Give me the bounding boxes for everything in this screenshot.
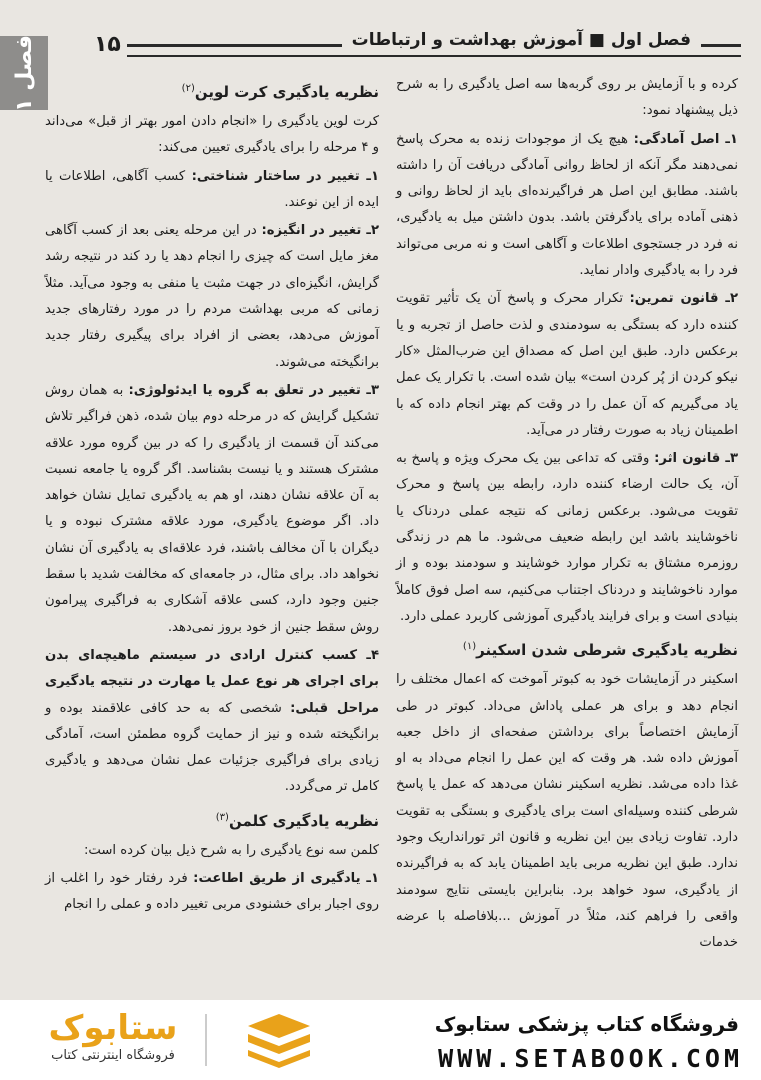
book-stack-icon [244,1010,314,1070]
store-banner [0,1000,761,1080]
chapter-side-tab-label: فصل ۱ [11,34,37,112]
paragraph: اسکینر در آزمایشات خود به کبوتر آموخت که اعمال مختلف را انجام دهد و برای هر عملی پاداش می‌داد. کبوتر در طی آزمایش اختصاصاً برای برداشتن صفحه‌ای از داخل جعبه آموزش داده شد. هر وقت که این عمل را انجام می‌داد به او غذا داده می‌شد. نظریه اسکینر نشان می‌دهد که عمل یا پاسخ شرطی کننده وسیله‌ای است برای یادگیری و بستگی به تقویت دارد. تفاوت زیادی بین این نظریه و قانون اثر تورانداریک وجود ندارد. طبق این نظریه مربی باید اطمینان یابد که به فراگیرنده از یادگیری، سود خواهد برد. بنابراین بایستی نتایج سودمند واقعی را فراهم کند، مثلاً در آموزش ...بلافاصله با عرضه خدمات [396,672,738,951]
logo-brand: ستابوک [48,1008,178,1048]
list-item: ۲ـ تغییر در انگیزه: در این مرحله یعنی بعد از کسب آگاهی مغز مایل است که چیزی را انجام دهد یا رد کند در نتیجه رشد گرایش، انگیزه‌ای در جهت مثبت یا منفی به وجود می‌آید. مثلاً زمانی که مربی بهداشت مردم را در مورد رفتارهای جدید آموزش می‌دهد، بعضی از افراد برای پیگیری رفتار جدید برانگیخته می‌شوند. [45,223,380,370]
left-column [45,72,379,921]
footnote-ref: (۱) [462,641,477,653]
list-item: ۳ـ تغییر در تعلق به گروه یا ایدئولوژی: به همان روش تشکیل گرایش که در مرحله دوم بیان شده، ذهن فراگیر تلاش می‌کند آن قسمت از یادگیری را که در بین گروه مورد علاقه مشترک هستند و یا نیست بشناسد. اگر گروه یا جامعه نسبت به آن علاقه نشان دهند، او هم به یادگیری تمایل نشان خواهد داد. اگر موضوع یادگیری، مورد علاقه مشترک نبوده و یا دیگران با آن مخالف باشند، فرد علاقه‌ای به یادگیری آن نشان نخواهد داد. برای مثال، در جامعه‌ای که مخالفت شدید با سقط جنین وجود دارد، کسی علاقه آشکاری به فراگیری پیرامون روش سقط جنین از خود بروز نمی‌دهد. [45,382,379,635]
paragraph: کرده و با آزمایش بر روی گربه‌ها سه اصل یادگیری را به شرح ذیل پیشنهاد نمود: [396,77,738,119]
chapter-title-text: فصل اول ■ آموزش بهداشت و ارتباطات [351,30,691,50]
store-name: فروشگاه کتاب پزشکی ستابوک [434,1012,739,1036]
paragraph: کلمن سه نوع یادگیری را به شرح ذیل بیان کرده است: [83,842,379,858]
chapter-side-tab [0,36,48,110]
list-item: ۳ـ قانون اثر: وقتی که تداعی بین یک محرک ویژه و پاسخ به آن، یک حالت ارضاء کننده دارد، رابطه بین پاسخ و محرک تقویت می‌شود. برعکس زمانی که نتیجه عملی دردناک یا ناخوشایند باشد این رابطه ضعیف می‌شود. ما هم در زندگی روزمره مشتاق به تکرار موارد خوشایند و سودمند بوده و از موارد ناخوشایند و دردناک اجتناب می‌کنیم، سه اصل فوق کاملاً بنیادی است و برای فرایند یادگیری آموزشی کاربرد عملی دارد. [396,451,739,624]
store-url[interactable]: WWW.SETABOOK.COM [438,1044,743,1073]
list-item: ۱ـ تغییر در ساختار شناختی: کسب آگاهی، اطلاعات یا ایده از این نوعند. [45,168,379,210]
store-logo [38,1008,188,1064]
page-number: ۱۵ [88,32,127,57]
footnote-ref: (۳) [215,811,229,823]
chapter-title [342,30,701,50]
section-heading: نظریه یادگیری شرطی شدن اسکینر$^{(۱)}$ [462,641,738,660]
footnote-ref: (۲) [181,83,195,94]
right-column [396,72,738,959]
page-header [0,30,761,70]
list-item: ۱ـ یادگیری از طریق اطاعت: فرد رفتار خود را اغلب از روی اجبار برای خشنودی مربی تغییر داده و عملی را انجام [45,871,379,913]
list-item: ۴ـ کسب کنترل ارادی در سیستم ماهیچه‌ای بدن برای اجرای هر نوع عمل یا مهارت در نتیجه یادگیری مراحل قبلی: شخصی که به حد کافی علاقمند بوده و برانگیخته شده و نیز از حمایت گروه مطمئن است، آمادگی زیادی برای فراگیری جزئیات عمل نشان می‌دهد و یادگیری کامل تر می‌گردد. [45,647,379,795]
logo-subtitle: فروشگاه اینترنتی کتاب [51,1048,175,1063]
section-heading: نظریه یادگیری کرت لوین$^{(۲)}$ [181,83,379,101]
logo-divider [205,1014,207,1066]
section-heading: نظریه یادگیری کلمن$^{(۳)}$ [215,811,379,830]
paragraph: کرت لوین یادگیری را «انجام دادن امور بهتر از قبل» می‌داند و ۴ مرحله را برای یادگیری تعیین می‌کند: [45,114,379,156]
list-item: ۱ـ اصل آمادگی: هیچ یک از موجودات زنده به محرک پاسخ نمی‌دهند مگر آنکه از لحاظ روانی آمادگی دریافت آن را داشته باشند. مطابق این اصل هر فراگیرنده‌ای باید از لحاظ روانی و ذهنی آماده برای یادگرفتن باشد. بدون داشتن میل به یادگیری، نه فرد در جستجوی اطلاعات و آگاهی است و نه مربی می‌تواند فرد را به یادگیری وادار نماید. [396,131,738,279]
list-item: ۲ـ قانون تمرین: تکرار محرک و پاسخ آن یک تأثیر تقویت کننده دارد که بستگی به سودمندی و لذت حاصل از تجربه و یا برعکس دارد. طبق این اصل که مصداق این ضرب‌المثل «کار نیکو کردن از پُر کردن است» بیان شده است. با تکرار یک عمل یاد می‌گیریم که آن عمل را در وقت کم بهتر انجام داده که با اطمینان زیاد به صورت رفتار در می‌آید. [396,291,738,438]
